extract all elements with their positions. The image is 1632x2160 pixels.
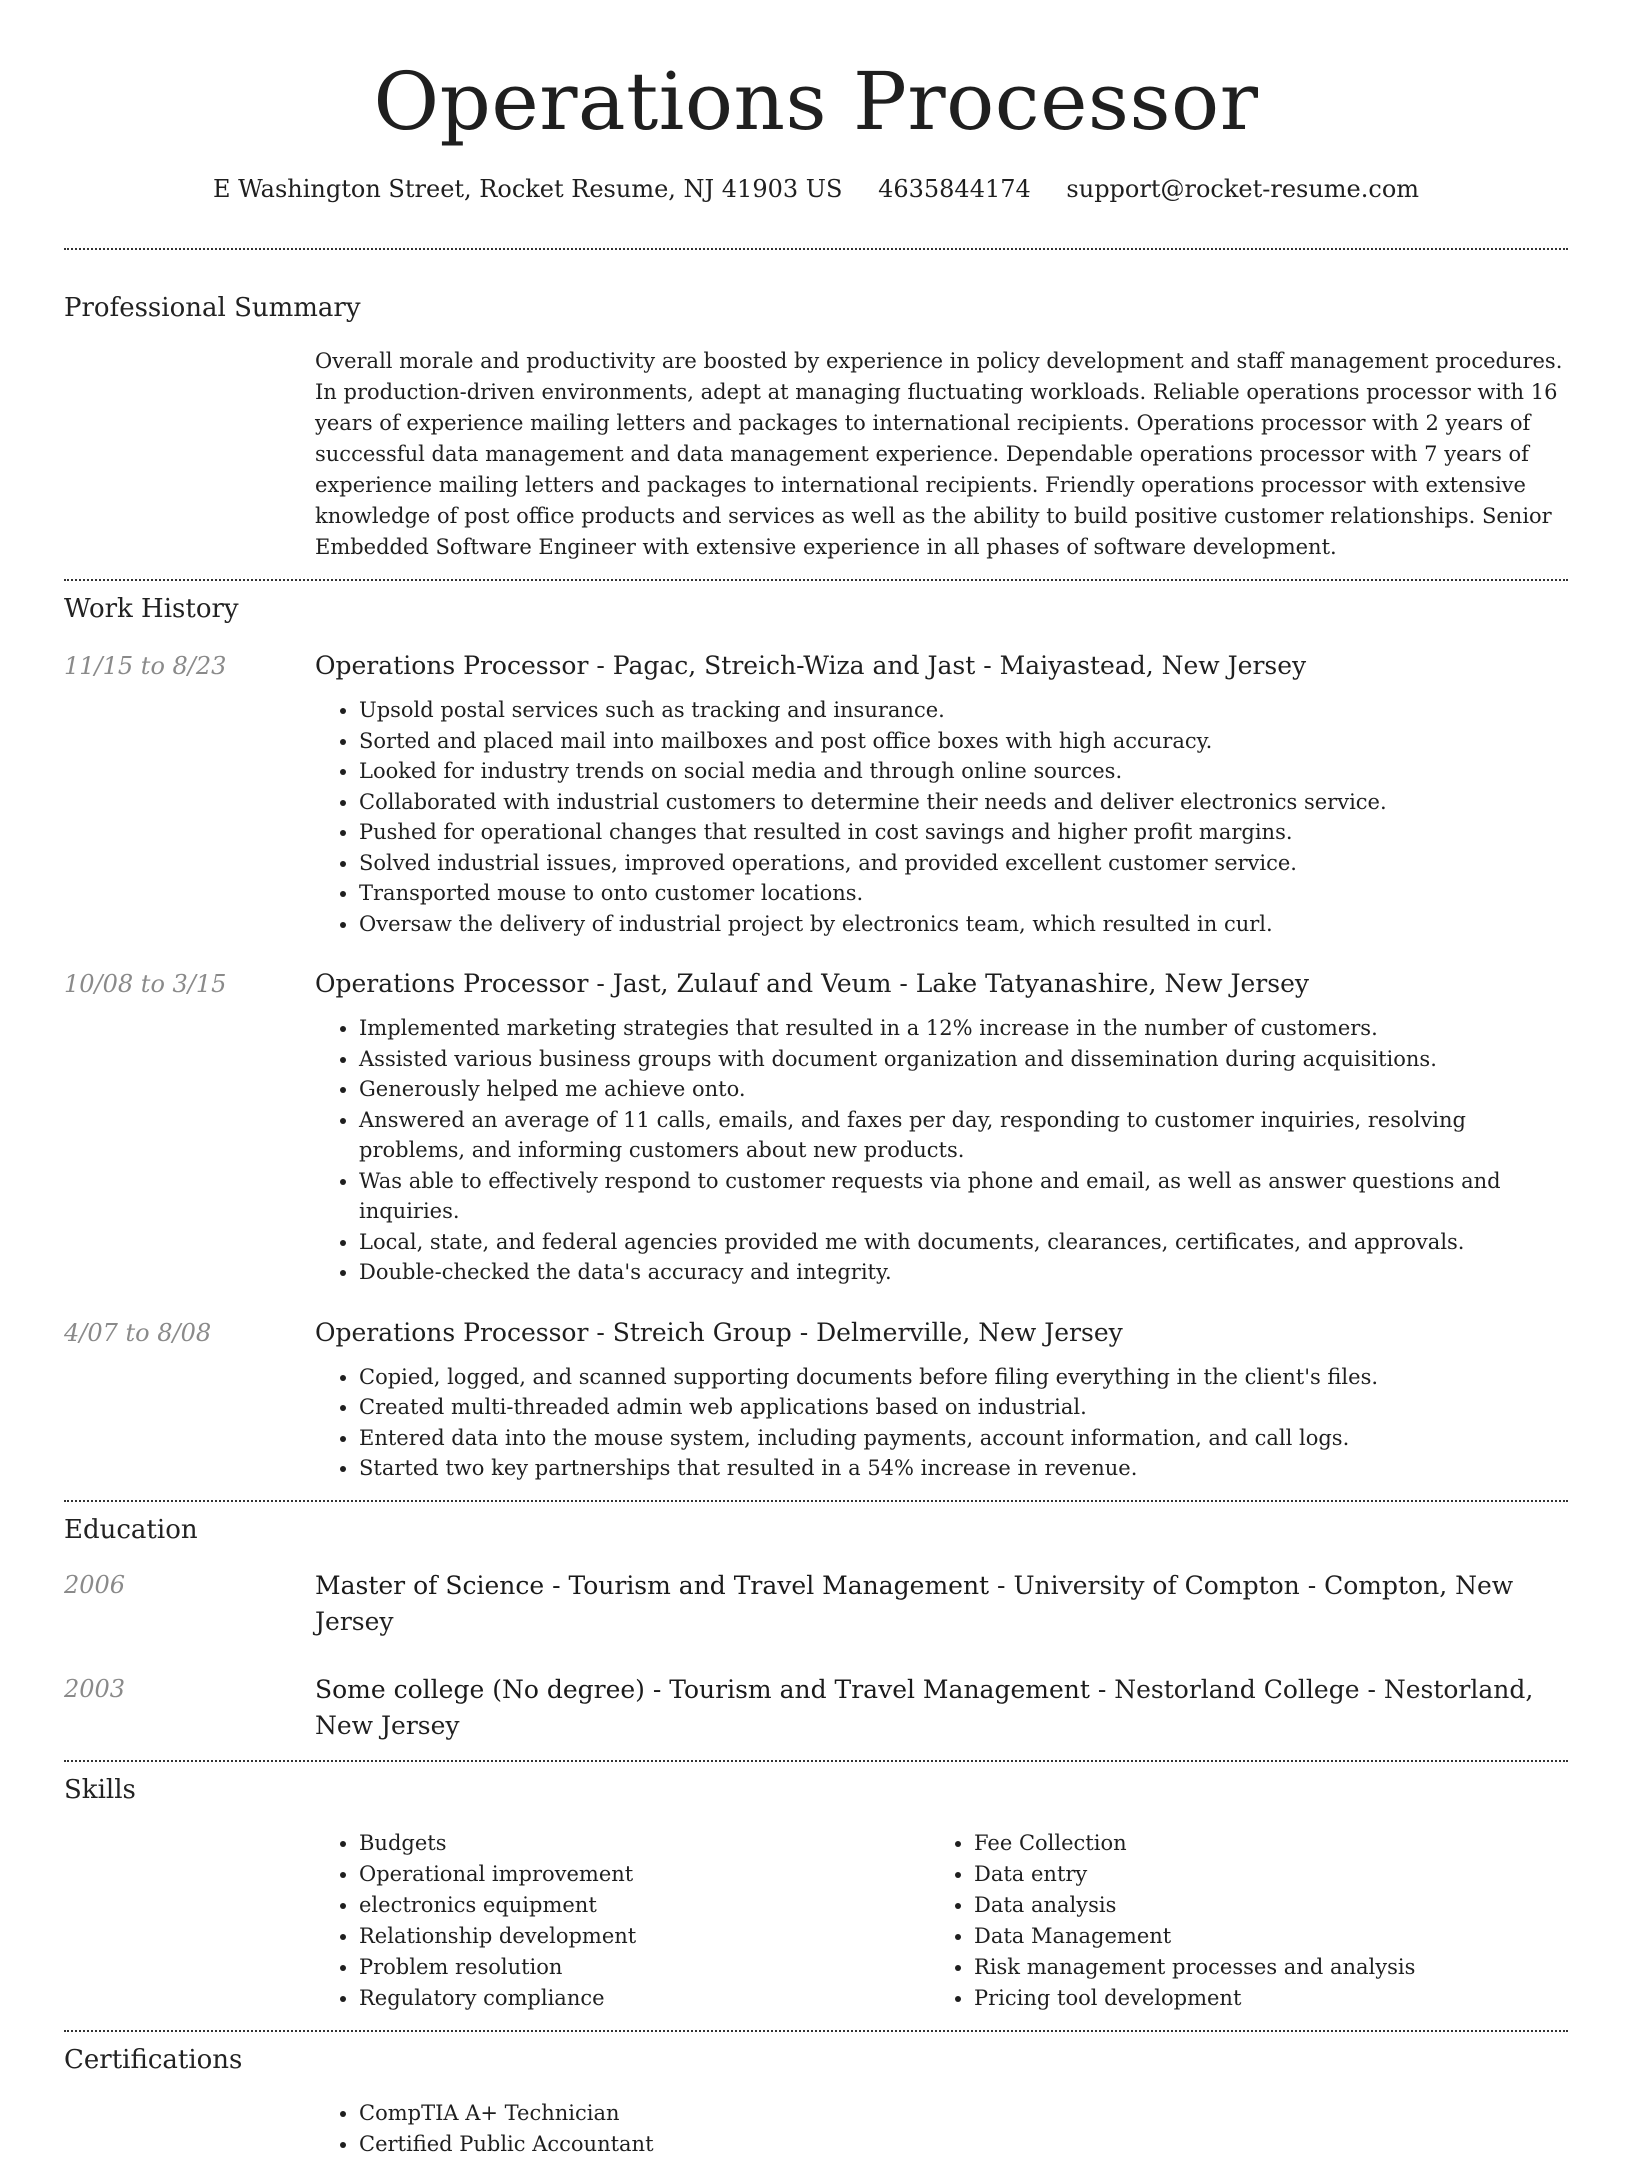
certification-item: • CompTIA A+ Technician: [359, 2098, 1568, 2129]
skill-item: • Data analysis: [974, 1890, 1545, 1921]
skill-item: • Risk management processes and analysis: [974, 1952, 1545, 1983]
divider: [64, 2030, 1568, 2032]
skills-list-right: [930, 1828, 1545, 2014]
job-dates: 4/07 to 8/08: [64, 1318, 212, 1347]
summary-block: [64, 290, 1568, 563]
education-details: [315, 1672, 1568, 1744]
job-entry: [64, 1316, 1568, 1484]
resume-page: [64, 0, 1568, 2160]
certifications-section: [64, 2042, 1568, 2160]
job-heading: Operations Processor - Streich Group - Delmerville, New Jersey: [315, 1317, 1123, 1347]
job-bullets: [315, 695, 1568, 939]
divider: [64, 1760, 1568, 1762]
job-content: [315, 967, 1568, 1288]
work-heading: Work History: [64, 594, 239, 624]
job-bullet: • Looked for industry trends on social media and through online sources.: [359, 756, 1568, 787]
contact-email: support@rocket-resume.com: [1066, 175, 1420, 203]
education-school: - University of Compton - Compton, New Jersey: [315, 1570, 1514, 1636]
job-entry: [64, 967, 1568, 1288]
skill-item: • Operational improvement: [359, 1859, 930, 1890]
job-content: [315, 1316, 1568, 1484]
certifications-heading: Certifications: [64, 2044, 243, 2075]
skill-item: • Regulatory compliance: [359, 1983, 930, 2014]
education-entry: [64, 1672, 1568, 1744]
job-bullet: • Generously helped me achieve onto.: [359, 1074, 1568, 1105]
job-bullet: • Implemented marketing strategies that resulted in a 12% increase in the number of customers.: [359, 1013, 1568, 1044]
summary-heading: Professional Summary: [64, 293, 361, 323]
skill-item: • Data Management: [974, 1921, 1545, 1952]
job-bullet: • Collaborated with industrial customers to determine their needs and deliver electronics service.: [359, 787, 1568, 818]
job-bullet: • Answered an average of 11 calls, emails, and faxes per day, responding to customer inquiries, resolving problems, and informing customers about new products.: [359, 1105, 1568, 1166]
job-bullet: • Sorted and placed mail into mailboxes and post office boxes with high accuracy.: [359, 726, 1568, 757]
skills-grid: [315, 1828, 1568, 2014]
skills-heading: Skills: [64, 1774, 136, 1805]
job-bullet: • Pushed for operational changes that resulted in cost savings and higher profit margins.: [359, 817, 1568, 848]
education-year: 2006: [64, 1570, 126, 1599]
contact-phone: 4635844174: [878, 175, 1031, 203]
summary-row: [64, 346, 1568, 563]
job-bullet: • Was able to effectively respond to customer requests via phone and email, as well as answer questions and inquiries.: [359, 1166, 1568, 1227]
skill-item: • Problem resolution: [359, 1952, 930, 1983]
education-year: 2003: [64, 1674, 126, 1703]
education-entry: [64, 1568, 1568, 1640]
work-section: [64, 591, 1568, 1484]
job-bullet: • Assisted various business groups with document organization and dissemination during acquisitions.: [359, 1044, 1568, 1075]
summary-spacer: [64, 346, 315, 563]
summary-text: Overall morale and productivity are boosted by experience in policy development and staff management procedures. In production-driven environments, adept at managing fluctuating workloads. Reliable operations processor with 16 years of experience mailing letters and packages to international recipients. Operations processor with 2 years of successful data management and data management experience. Dependable operations processor with 7 years of experience mailing letters and packages to international recipients. Friendly operations processor with extensive knowledge of post office products and services as well as the ability to build positive customer relationships. Senior Embedded Software Engineer with extensive experience in all phases of software development.: [315, 349, 1563, 559]
job-bullet: • Transported mouse to onto customer locations.: [359, 878, 1568, 909]
divider: [64, 1500, 1568, 1502]
job-dates: 11/15 to 8/23: [64, 652, 227, 680]
skill-item: • Data entry: [974, 1859, 1545, 1890]
skill-item: • Pricing tool development: [974, 1983, 1545, 2014]
divider: [64, 579, 1568, 581]
certifications-list: [315, 2098, 1568, 2160]
certifications-spacer: [64, 2098, 315, 2160]
skill-item: • electronics equipment: [359, 1890, 930, 1921]
job-content: [315, 649, 1568, 939]
certification-item: • Certified Public Accountant: [359, 2129, 1568, 2160]
job-bullet: • Oversaw the delivery of industrial project by electronics team, which resulted in curl.: [359, 909, 1568, 940]
skills-section: [64, 1772, 1568, 2014]
job-bullets: [315, 1013, 1568, 1288]
summary-section: [64, 0, 1568, 282]
education-details: [315, 1568, 1568, 1640]
skill-item: • Fee Collection: [974, 1828, 1545, 1859]
skills-row: [64, 1828, 1568, 2014]
job-bullet: • Solved industrial issues, improved operations, and provided excellent customer service.: [359, 848, 1568, 879]
job-dates: 10/08 to 3/15: [64, 970, 227, 998]
education-heading: Education: [64, 1514, 198, 1545]
job-heading: Operations Processor - Jast, Zulauf and Veum - Lake Tatyanashire, New Jersey: [315, 969, 1309, 998]
job-bullet: • Local, state, and federal agencies provided me with documents, clearances, certificates, and approvals.: [359, 1227, 1568, 1258]
skills-list-left: [315, 1828, 930, 2014]
certifications-row: [64, 2098, 1568, 2160]
skill-item: • Budgets: [359, 1828, 930, 1859]
job-bullets: [315, 1362, 1568, 1484]
education-degree: Some college (No degree) - Tourism and Travel Management: [315, 1674, 1090, 1704]
certifications-content: [315, 2098, 1568, 2160]
skills-spacer: [64, 1828, 315, 2014]
education-degree: Master of Science - Tourism and Travel Management: [315, 1570, 990, 1600]
job-heading: Operations Processor - Pagac, Streich-Wiza and Jast - Maiyastead, New Jersey: [315, 651, 1307, 680]
job-bullet: • Double-checked the data's accuracy and integrity.: [359, 1257, 1568, 1288]
resume-name: Operations Processor: [373, 55, 1259, 148]
education-section: [64, 1512, 1568, 1744]
job-bullet: • Created multi-threaded admin web applications based on industrial.: [359, 1392, 1568, 1423]
job-bullet: • Started two key partnerships that resulted in a 54% increase in revenue.: [359, 1453, 1568, 1484]
skill-item: • Relationship development: [359, 1921, 930, 1952]
job-entry: [64, 649, 1568, 939]
job-bullet: • Copied, logged, and scanned supporting documents before filing everything in the client's files.: [359, 1362, 1568, 1393]
contact-address: E Washington Street, Rocket Resume, NJ 41903 US: [212, 175, 843, 203]
education-school: - Nestorland College - Nestorland, New Jersey: [315, 1674, 1534, 1740]
job-bullet: • Upsold postal services such as tracking and insurance.: [359, 695, 1568, 726]
job-bullet: • Entered data into the mouse system, including payments, account information, and call logs.: [359, 1423, 1568, 1454]
